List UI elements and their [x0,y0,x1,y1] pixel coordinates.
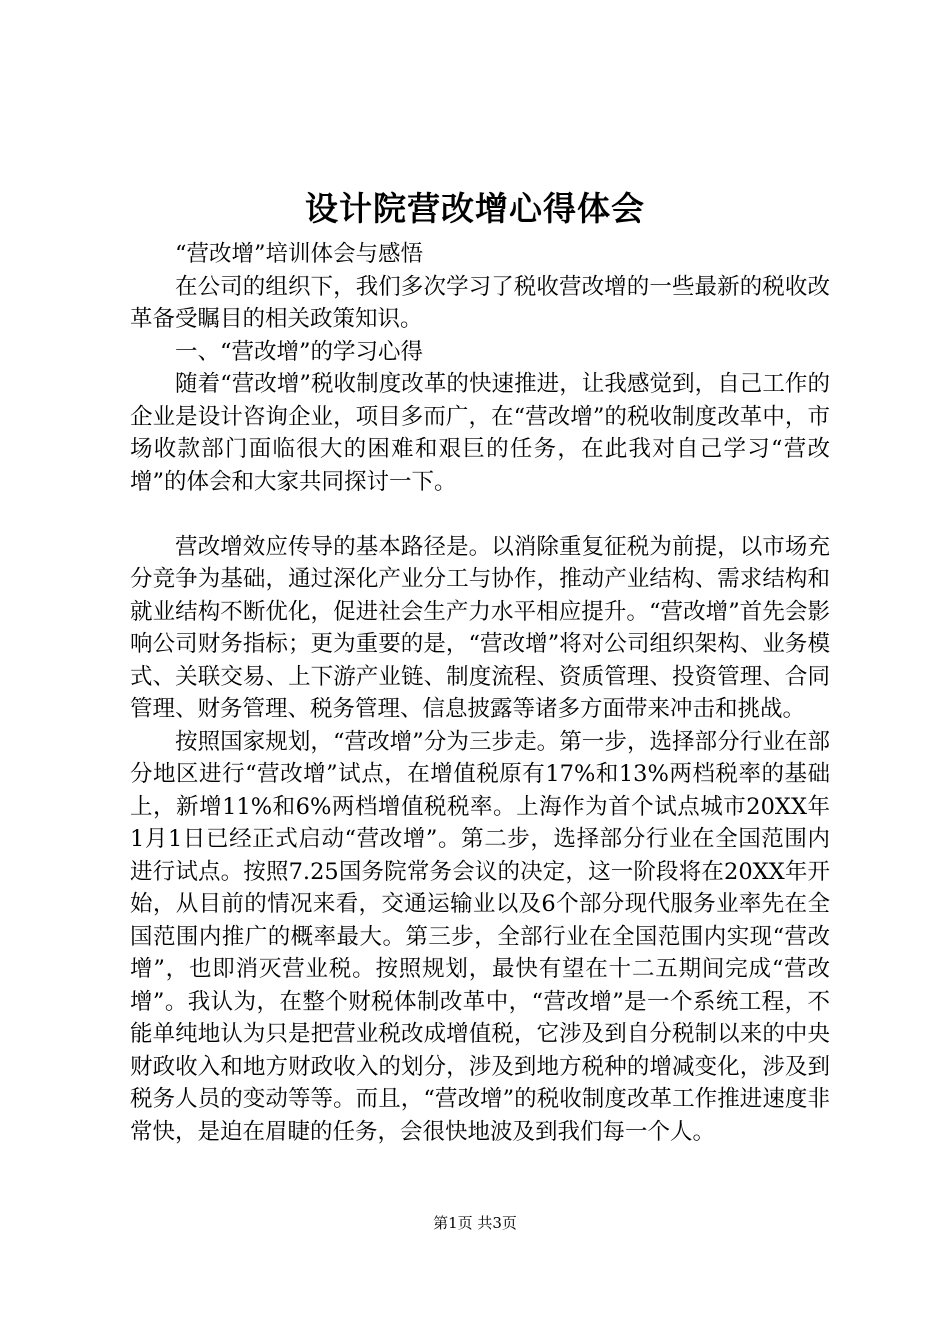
blank-line [130,498,830,531]
document-body [130,238,830,1148]
document-title: 设计院营改增心得体会 [305,189,645,228]
page-footer: 第1页 共3页 [433,1214,517,1232]
section-heading: 一、“营改增”的学习心得 [175,338,424,365]
intro-paragraph: 在公司的组织下，我们多次学习了税收营改增的一些最新的税收改革备受瞩目的相关政策知识。 [130,273,830,332]
body-paragraph: 营改增效应传导的基本路径是。以消除重复征税为前提，以市场充分竞争为基础，通过深化产业分工与协作，推动产业结构、需求结构和就业结构不断优化，促进社会生产力水平相应提升。“营改增”首先会影响公司财务指标；更为重要的是，“营改增”将对公司组织架构、业务模式、关联交易、上下游产业链、制度流程、资质管理、投资管理、合同管理、财务管理、税务管理、信息披露等诸多方面带来冲击和挑战。 [130,533,830,722]
body-paragraph: 随着“营改增”税收制度改革的快速推进，让我感觉到，自己工作的企业是设计咨询企业，项目多而广，在“营改增”的税收制度改革中，市场收款部门面临很大的困难和艰巨的任务，在此我对自己学习“营改增”的体会和大家共同探讨一下。 [130,371,830,495]
body-paragraph: 按照国家规划，“营改增”分为三步走。第一步，选择部分行业在部分地区进行“营改增”试点，在增值税原有17%和13%两档税率的基础上，新增11%和6%两档增值税税率。上海作为首个试点城市20XX年1月1日已经正式启动“营改增”。第二步，选择部分行业在全国范围内进行试点。按照7.25国务院常务会议的决定，这一阶段将在20XX年开始，从目前的情况来看，交通运输业以及6个部分现代服务业率先在全国范围内推广的概率最大。第三步，全部行业在全国范围内实现“营改增”，也即消灭营业税。按照规划，最快有望在十二五期间完成“营改增”。我认为，在整个财税体制改革中，“营改增”是一个系统工程，不能单纯地认为只是把营业税改成增值税，它涉及到自分税制以来的中央财政收入和地方财政收入的划分，涉及到地方税种的增减变化，涉及到税务人员的变动等等。而且，“营改增”的税收制度改革工作推进速度非常快，是迫在眉睫的任务，会很快地波及到我们每一个人。 [130,728,830,1145]
subtitle-paragraph: “营改增”培训体会与感悟 [175,241,424,267]
